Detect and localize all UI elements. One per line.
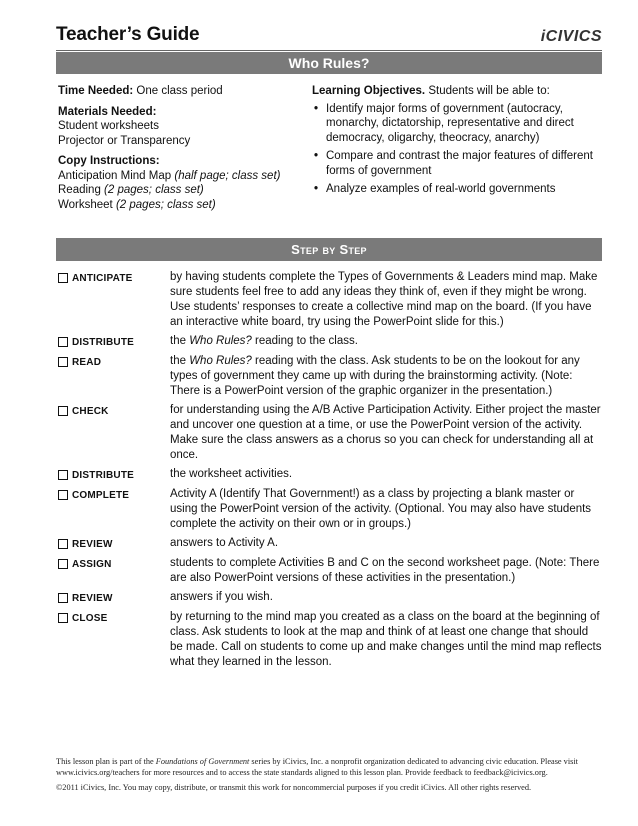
step-name: REVIEW: [72, 593, 113, 604]
copy-item-note: (half page; class set): [174, 169, 281, 182]
step-text: the worksheet activities.: [170, 468, 293, 480]
step-name: READ: [72, 357, 102, 368]
step-text-after: reading to the class.: [251, 335, 358, 347]
objective-item: • Compare and contrast the major features of different forms of government: [312, 149, 602, 178]
step-name: COMPLETE: [72, 490, 130, 501]
step-label: [56, 536, 170, 552]
step-label: [56, 487, 170, 532]
step-row: [56, 334, 602, 350]
step-text: [170, 334, 602, 350]
step-row: [56, 467, 602, 483]
step-name: ANTICIPATE: [72, 273, 133, 284]
step-text: students to complete Activities B and C on the second worksheet page. (Note: There are also PowerPoint versions of these activities in the presentation.): [170, 557, 600, 584]
step-name: DISTRIBUTE: [72, 470, 134, 481]
step-by-step-band: Step by Step: [56, 238, 602, 261]
checkbox-icon[interactable]: [58, 470, 68, 480]
step-row: [56, 270, 602, 330]
step-row: [56, 610, 602, 670]
objectives-label: Learning Objectives.: [312, 85, 426, 97]
materials-label: Materials Needed:: [58, 105, 157, 118]
step-row: [56, 556, 602, 586]
objective-item: • Identify major forms of government (autocracy, monarchy, dictatorship, representative and direct democracy, oligarchy, theocracy, anarchy): [312, 102, 602, 146]
header-rule: [56, 50, 602, 51]
step-row: [56, 536, 602, 552]
checkbox-icon[interactable]: [58, 490, 68, 500]
checkbox-icon[interactable]: [58, 593, 68, 603]
step-text: by returning to the mind map you created as a class on the board at the beginning of class. Ask students to look at the map and think of at least one change that should be made. Call on students to come up and make changes until the mind map reflects what they learned in the lesson.: [170, 611, 602, 668]
step-text: Activity A (Identify That Government!) as a class by projecting a blank master or using the PowerPoint version of the activity. (Optional. You may also have students complete the activity on their own or in groups.): [170, 488, 592, 530]
time-needed: [58, 84, 308, 99]
footer-series-note: [56, 756, 602, 778]
step-label: [56, 270, 170, 330]
step-name: ASSIGN: [72, 559, 112, 570]
footer-copyright: ©2011 iCivics, Inc. You may copy, distribute, or transmit this work for noncommercial purposes if you credit iCivics. All other rights reserved.: [56, 783, 532, 792]
icivics-logo: iCIVICS: [540, 28, 602, 45]
step-name: CLOSE: [72, 613, 108, 624]
step-text: for understanding using the A/B Active Participation Activity. Either project the master and uncover one question at a time, or use the PowerPoint version of the activity. Make sure the class answers as a chorus so you can check for understanding all at once.: [170, 404, 601, 461]
objective-item: • Analyze examples of real-world governments: [312, 182, 602, 197]
step-label: [56, 403, 170, 463]
footer: [56, 756, 602, 797]
step-row: [56, 403, 602, 463]
header: [56, 24, 602, 50]
step-label: [56, 590, 170, 606]
copy-item-name: Anticipation Mind Map: [58, 169, 172, 182]
checkbox-icon[interactable]: [58, 613, 68, 623]
step-row: [56, 487, 602, 532]
step-label: [56, 354, 170, 399]
materials-needed: [58, 105, 308, 149]
lesson-title-band: Who Rules?: [56, 52, 602, 74]
material-item: Student worksheets: [58, 120, 160, 132]
copy-item: [58, 198, 308, 213]
step-text: answers to Activity A.: [170, 537, 279, 549]
copy-item-name: Reading: [58, 184, 101, 196]
copy-item: [58, 169, 308, 184]
copy-item-note: (2 pages; class set): [115, 198, 216, 211]
step-row: [56, 590, 602, 606]
step-name: CHECK: [72, 406, 109, 417]
step-text: by having students complete the Types of Governments & Leaders mind map. Make sure students feel free to add any ideas they think of, even if they might be wrong. Use students’ responses to create a collective mind map on the board. (If you have an interactive white board, try using the PowerPoint slide for this.): [170, 271, 598, 328]
teacher-guide-page: [56, 24, 602, 674]
step-text-before: the: [170, 335, 190, 347]
copy-label: Copy Instructions:: [58, 155, 160, 167]
checkbox-icon[interactable]: [58, 357, 68, 367]
step-text: [170, 354, 602, 399]
overview-section: [56, 74, 602, 234]
objectives-intro: Students will be able to:: [428, 85, 550, 97]
footer-text-before: This lesson plan is part of the: [56, 757, 156, 766]
step-label: [56, 556, 170, 586]
footer-series-name: Foundations of Government: [155, 757, 250, 766]
checkbox-icon[interactable]: [58, 337, 68, 347]
copy-instructions: [58, 154, 308, 212]
step-label: [56, 610, 170, 670]
checkbox-icon[interactable]: [58, 406, 68, 416]
step-text: answers if you wish.: [170, 591, 273, 603]
step-name: DISTRIBUTE: [72, 337, 134, 348]
step-name: REVIEW: [72, 539, 113, 550]
step-text-italic: Who Rules?: [189, 355, 252, 367]
step-text-italic: Who Rules?: [189, 335, 252, 347]
objectives-list: [312, 102, 602, 197]
copy-item-note: (2 pages; class set): [104, 184, 204, 196]
time-needed-value: One class period: [136, 85, 223, 97]
checkbox-icon[interactable]: [58, 273, 68, 283]
copy-item: [58, 183, 308, 198]
step-text-after: reading with the class. Ask students to be on the lookout for any types of government they came up with during the brainstorming activity. (Note: There is a PowerPoint version of the graphic organizer in the presentation.): [170, 355, 580, 397]
step-row: [56, 354, 602, 399]
guide-title: Teacher’s Guide: [56, 24, 200, 45]
step-label: [56, 467, 170, 483]
copy-item-name: Worksheet: [58, 198, 113, 211]
step-text-before: the: [170, 355, 190, 367]
overview-left-column: [58, 84, 308, 218]
checkbox-icon[interactable]: [58, 539, 68, 549]
time-needed-label: Time Needed:: [58, 85, 134, 97]
footer-text-after: series by iCivics, Inc. a nonprofit organization dedicated to advancing civic education. Please visit www.icivics.org/teachers for more resources and to access the state standards aligned to this lesson plan. Provide feedback to feedback@icivics.org.: [56, 757, 578, 777]
material-item: Projector or Transparency: [58, 134, 191, 147]
learning-objectives: [312, 84, 602, 201]
step-label: [56, 334, 170, 350]
checkbox-icon[interactable]: [58, 559, 68, 569]
steps-list: [56, 270, 602, 670]
